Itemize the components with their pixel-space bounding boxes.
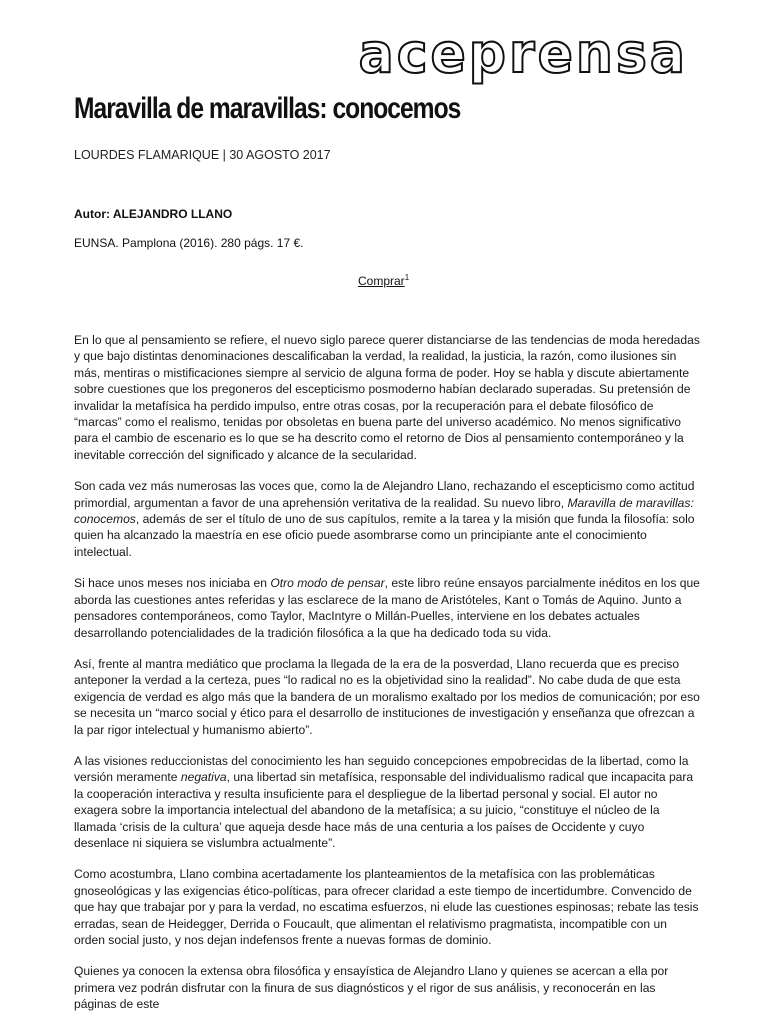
article-body bbox=[74, 332, 700, 1028]
paragraph bbox=[74, 478, 700, 560]
paragraph: Quienes ya conocen la extensa obra filosófica y ensayística de Alejandro Llano y quienes se acercan a ella por primera vez podrán disfrutar con la finura de sus diagnósticos y el rigor de sus análisis, y reconocerán en las páginas de este bbox=[74, 964, 669, 1012]
paragraph-text: , una libertad sin metafísica, responsable del individualismo radical que incapacita para la cooperación interactiva y resulta insuficiente para el despliegue de la libertad personal y social. El autor no exagera sobre la importancia intelectual del abandono de la metafísica; a su juicio, “constituye el núcleo de la llamada ‘crisis de la cultura’ que aqueja desde hace más de una centuria a los países de Occidente y cuyo desenlace ni siquiera se vislumbra actualmente”. bbox=[74, 770, 694, 850]
paragraph-text: , este libro reúne ensayos parcialmente inéditos en los que aborda las cuestiones antes referidas y las esclarece de la mano de Aristóteles, Kant o Tomás de Aquino. Junto a pensadores contemporáneos, como Taylor, MacIntyre o Millán-Puelles, interviene en los debates actuales desarrollando potencialidades de la tradición filosófica a la que ha dedicado toda su vida. bbox=[74, 576, 700, 640]
book-publication-info: EUNSA. Pamplona (2016). 280 págs. 17 €. bbox=[74, 236, 304, 250]
brand-logo: aceprensa bbox=[358, 22, 688, 86]
paragraph: En lo que al pensamiento se refiere, el nuevo siglo parece querer distanciarse de las tendencias de moda heredadas y que bajo distintas denominaciones descalificaban la verdad, la realidad, la justicia, la razón, como ilusiones sin más, mentiras o mistificaciones siempre al servicio de alguna forma de poder. Hoy se habla y discute abiertamente sobre cuestiones que los pregoneros del escepticismo posmoderno habían declarado superadas. Su pretensión de invalidar la metafísica ha perdido impulso, entre otras cosas, por la recuperación para el debate filosófico de “marcas” como el realismo, tenidas por obsoletas en buena parte del universo académico. No menos significativo para el cambio de escenario es lo que se ha descrito como el retorno de Dios al pensamiento contemporáneo y la inevitable corrección del significado y alcance de la secularidad. bbox=[74, 333, 700, 462]
book-title-italic: Otro modo de pensar bbox=[270, 576, 385, 591]
paragraph: Así, frente al mantra mediático que proclama la llegada de la era de la posverdad, Llano recuerda que es preciso anteponer la verdad a la certeza, pues “lo radical no es la objetividad sino la realidad”. No cabe duda de que esta exigencia de verdad es algo más que la bandera de un moralismo exaltado por los medios de comunicación; por eso se necesita un “marco social y ético para el desarrollo de instituciones de investigación y enseñanza que ofrezcan a la par rigor intelectual y humanismo abierto”. bbox=[74, 656, 700, 737]
article-title: Maravilla de maravillas: conocemos bbox=[74, 92, 461, 125]
paragraph-text: Son cada vez más numerosas las voces que, como la de Alejandro Llano, rechazando el escepticismo como actitud primordial, argumentan a favor de una aprehensión veritativa de la realidad. Su nuevo libro, bbox=[74, 479, 695, 510]
footnote-marker: 1 bbox=[404, 273, 410, 282]
paragraph-text: , además de ser el título de uno de sus capítulos, remite a la tarea y la misión que funda la filosofía: solo quien ha alcanzado la maestría en ese oficio puede asombrarse como un principiante ante el conocimiento intelectual. bbox=[74, 512, 695, 559]
paragraph: Como acostumbra, Llano combina acertadamente los planteamientos de la metafísica con las problemáticas gnoseológicas y las exigencias ético-políticas, para ofrecer claridad a este tiempo de incertidumbre. Convencido de que hay que trabajar por y para la verdad, no escatima esfuerzos, ni elude las cuestiones espinosas; rebate las tesis erradas, sean de Heidegger, Derrida o Foucault, que alimentan el relativismo pragmatista, incompatible con un orden social justo, y nos dejan indefensos frente a nuevas formas de dominio. bbox=[74, 867, 699, 947]
article-byline: LOURDES FLAMARIQUE | 30 AGOSTO 2017 bbox=[74, 148, 331, 162]
paragraph-text: Si hace unos meses nos iniciaba en bbox=[74, 576, 271, 591]
paragraph-text: A las visiones reduccionistas del conocimiento les han seguido concepciones empobrecidas de la libertad, como la versión meramente bbox=[74, 753, 689, 785]
buy-section bbox=[358, 273, 409, 288]
buy-link[interactable]: Comprar bbox=[358, 274, 405, 288]
paragraph bbox=[74, 753, 700, 851]
book-author: Autor: ALEJANDRO LLANO bbox=[74, 207, 233, 221]
book-title-italic: Maravilla de maravillas: conocemos bbox=[74, 495, 694, 527]
paragraph bbox=[74, 575, 700, 641]
emphasis-italic: negativa bbox=[180, 770, 227, 785]
